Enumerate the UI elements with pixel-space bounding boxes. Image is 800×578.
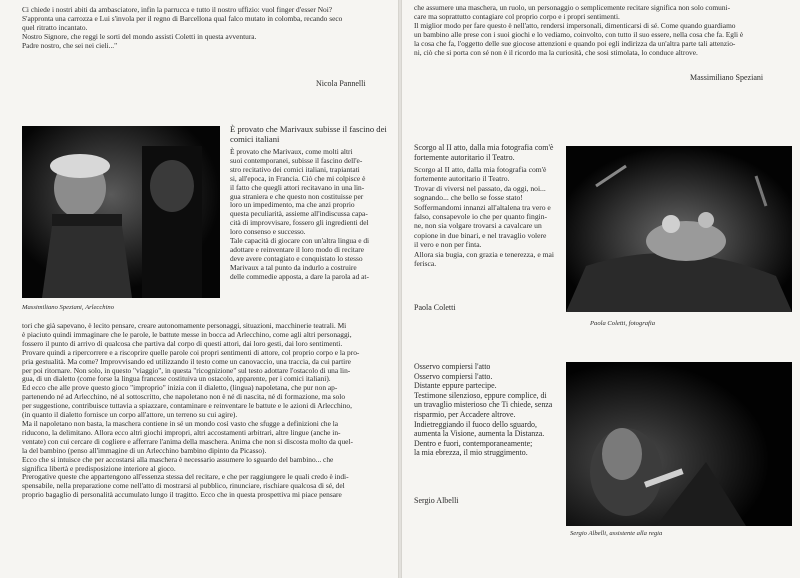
coletti-caption: Paola Coletti, fotografia <box>590 320 656 327</box>
coletti-line: Allora sia bugia, con grazia e tenerezza, e mai <box>414 249 554 259</box>
column-line: cità di improvvisare, fossero gli ingredienti del <box>230 218 369 228</box>
poem-line: Distante eppure partecipe. <box>414 381 497 391</box>
body-line: per poi ritornare. Non solo, in questo "viaggio", in questa "ricognizione" sul testo adottare l'ostacolo di una lin- <box>22 365 351 375</box>
article-full-width <box>22 322 392 500</box>
poem-heading: Osservo compiersi l'atto <box>414 362 491 371</box>
albelli-caption: Sergio Albelli, assistente alla regia <box>570 530 663 537</box>
column-line: questa peculiarità, assieme all'indiscussa capa- <box>230 209 368 219</box>
column-line: loro un impedimento, ma che anzi proprio <box>230 200 355 210</box>
left-top-line: S'approntа una carrozza e Lui s'invola per il regno di Barcellona qual falco mutato in colomba, recando seco <box>22 13 343 23</box>
right-top-line: care ma soprattutto contagiare col proprio corpo e i propri sentimenti. <box>414 11 620 21</box>
poem-line: un travaglio misterioso che Ti chiede, senza <box>414 400 553 410</box>
coletti-photo <box>566 146 792 312</box>
body-line: la del bambino (penso all'immagine di un Arlecchino bambino dipinto da Picasso). <box>22 445 267 455</box>
coletti-line: copione in due binari, e nel travaglio volere <box>414 230 547 240</box>
poem-line: la mia ebrezza, il mio struggimento. <box>414 448 528 458</box>
column-line: gua straniera e che questo non costituisse per <box>230 191 364 201</box>
poem-line: Dentro e fuori, contemporaneamente; <box>414 438 533 448</box>
body-line: partenendo né ad Arlecchino, né al sottoscritto, che napoletano non è né di nascita, né di formazione, ma solo <box>22 392 346 402</box>
column-line: stro recitativo dei comici italiani, trapiantati <box>230 164 360 174</box>
coletti-line: falso, consapevole io che per quanto fingin- <box>414 212 548 222</box>
arlecchino-photo <box>22 126 220 298</box>
coletti-line: ne, non sia volgare trovarsi a cavalcare un <box>414 221 542 231</box>
body-line: pria gestualità. Ma come? Improvvisando ed utilizzando il testo come un canovaccio, una traccia, da cui partire <box>22 356 351 366</box>
body-line: Provare quindi a ripercorrere e a riscoprire quelle parole coi propri sentimenti di attore, col proprio corpo e la pro- <box>22 347 360 357</box>
right-top-line: Il miglior modo per fare questo è nell'atto, rendersi impersonali, dimenticarsi di sé. Come quando guardiamo <box>414 20 736 30</box>
column-line: Marivaux a tal punto da indurlo a costruire <box>230 262 357 272</box>
coletti-signature: Paola Coletti <box>414 303 456 312</box>
coletti-line: Trovar di viversi nel passato, da oggi, noi... <box>414 183 546 193</box>
coletti-line: Soffermandomi innanzi all'altalena tra vero e <box>414 202 551 212</box>
body-line: Ma il napoletano non basta, la maschera contiene in sé un mondo così vasto che sfugge a definizioni che la <box>22 418 339 428</box>
body-line: Prerogative queste che appartengono all'essenza stessa del recitare, e che per raggiungere le quali credo è indi- <box>22 472 349 482</box>
coletti-line: Scorgo al II atto, dalla mia fotografia com'è <box>414 165 547 174</box>
left-top-line: Padre nostro, che sei nei cieli..." <box>22 40 118 50</box>
column-line: Tale capacità di giocare con un'altra lingua e di <box>230 236 370 246</box>
left-top-line: Nostro Signore, che reggi le sorti del mondo assisti Coletti in questa avventura. <box>22 31 257 41</box>
albelli-poem <box>414 362 574 458</box>
body-line: significa libertà e predisposizione interiore al gioco. <box>22 463 176 473</box>
column-line: suoi contemporanei, subisse il fascino dell'e- <box>230 155 363 165</box>
body-line: gua, di un dialetto (come forse la lingua francese costituiva un ostacolo, apparente, per i comici italiani). <box>22 374 331 384</box>
coletti-heading: Scorgo al II atto, dalla mia fotografia com'è fortemente autoritario il Teatro. <box>414 143 554 162</box>
left-top-text <box>22 6 392 51</box>
albelli-photo <box>566 362 792 526</box>
column-line: adottare e reinventare il loro modo di recitare <box>230 244 364 254</box>
poem-line: Indietreggiando il fuoco dello sguardo, <box>414 419 537 429</box>
body-line: spensabile, nella preparazione come nell'atto di mostrarsi al pubblico, rinunciare, rischiare qualcosa di sé, del <box>22 481 345 491</box>
coletti-line: ferisca. <box>414 259 437 269</box>
poem-line: risparmio, per Accadere altrove. <box>414 409 516 419</box>
poem-line: Osservo compiersi l'atto. <box>414 371 493 381</box>
body-line: riducono, la delimitano. Allora ecco altri giochi impropri, altri accostamenti arbitrari, altre lingue (anche in- <box>22 427 341 437</box>
right-top-line: che assumere una maschera, un ruolo, un personaggio o semplicemente recitare significa non solo comuni- <box>414 3 731 12</box>
article-column <box>230 148 392 282</box>
article-heading: È provato che Marivaux subisse il fascino dei comici italiani <box>230 124 387 144</box>
albelli-signature: Sergio Albelli <box>414 496 459 505</box>
coletti-line: sognando... che bello se fosse stato! <box>414 193 523 203</box>
body-line: per suggestione, contribuisce tuttavia a spiazzare, contaminare e reinventare le battute e le azioni di Arlecchino, <box>22 401 352 411</box>
body-line: Ed ecco che alle prove questo gioco "improprio" inizia con il dialetto, (lingua) napoletana, che pur non ap- <box>22 383 338 393</box>
poem-line: Testimone silenzioso, eppure complice, di <box>414 390 547 400</box>
right-top-line: ni, ciò che si porta con sé non è il ricordo ma la curiosità, che sosi stimolata, lo conduce altrove. <box>414 47 698 57</box>
body-line: (in quanto il dialetto fornisce un corpo all'attore, un terreno su cui agire). <box>22 410 238 420</box>
column-line: È provato che Marivaux, come molti altri <box>230 147 353 156</box>
left-page <box>0 0 398 578</box>
right-top-line: un bambino alle prese con i suoi giochi e lo vediamo, coinvolto, con tutto il suo essere, nella cosa che fa. Egli è <box>414 29 744 39</box>
body-line: ventate) con cui cercare di cogliere e afferrare l'anima della maschera. Anima che non si discosta molto da quel- <box>22 436 353 446</box>
body-line: proprio bagaglio di personalità accumulato lungo il tragitto. Ecco che in questa prospettiva mi piace pensare <box>22 490 342 500</box>
coletti-line: fortemente autoritario il Teatro. <box>414 174 510 184</box>
right-top-signature: Massimiliano Speziani <box>690 73 764 82</box>
coletti-text <box>414 165 570 268</box>
poem-line: aumenta la Visione, aumenta la Distanza. <box>414 429 545 439</box>
right-page <box>402 0 800 578</box>
column-line: loro consenso e successo. <box>230 227 306 237</box>
column-line: delle commedie apposta, a dare la parola ad at- <box>230 271 369 281</box>
arlecchino-caption: Massimiliano Speziani, Arlecchino <box>22 304 115 311</box>
column-line: deve avere contagiato e conquistato lo stesso <box>230 253 363 263</box>
left-top-signature: Nicola Pannelli <box>316 79 366 88</box>
coletti-line: il vero e non per finta. <box>414 240 482 250</box>
left-top-line: Ci chiede i nostri abiti da ambasciatore, infin la parrucca e tutto il nostro uffizio: vuol finger d'esser Noi? <box>22 5 333 14</box>
column-line: si, all'epoca, in Francia. Ciò che mi colpisce è <box>230 173 366 183</box>
left-top-line: quel ritratto incantato. <box>22 22 88 32</box>
body-line: fossero il punto di arrivo di qualcosa che partiva dal corpo di questi attori, dai loro gesti, dai loro sentimenti. <box>22 338 343 348</box>
body-line: è piaciuto quindi immaginare che le parole, le battute messe in bocca ad Arlecchino, come agli altri personaggi, <box>22 329 352 339</box>
right-top-text <box>414 4 794 57</box>
column-line: il fatto che quegli attori recitavano in una lin- <box>230 182 365 192</box>
body-line: Ecco che si intuisce che per accostarsi alla maschera è necessario assumere lo sguardo del bambino... che <box>22 454 334 464</box>
right-top-line: la cosa che fa, l'oggetto delle sue giocose attenzioni e quando poi egli indirizza da un'altra parte tali attenzio- <box>414 38 736 48</box>
body-line: tori che già sapevano, è lecito pensare, creare autonomamente personaggi, situazioni, macchinerie teatrali. Mi <box>22 321 347 330</box>
